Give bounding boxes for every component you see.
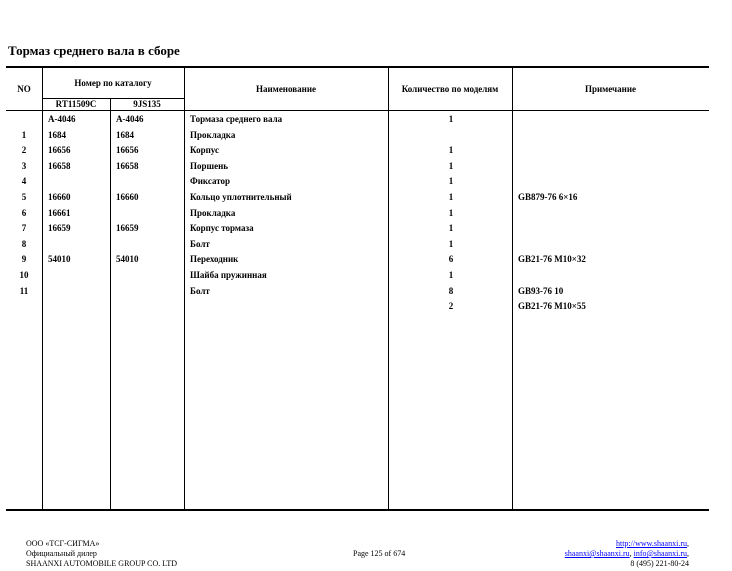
catalog-number-b: 16660 [116, 192, 139, 202]
part-name: Поршень [190, 160, 229, 171]
row-number: 9 [21, 254, 27, 265]
row-number: 1 [21, 129, 27, 140]
footer-right [565, 539, 689, 569]
header-model-b: 9JS135 [133, 99, 161, 109]
part-name: Тормаза среднего вала [190, 114, 283, 124]
table-row [6, 301, 709, 317]
catalog-number-a: 16661 [48, 207, 71, 218]
group-name: SHAANXI AUTOMOBILE GROUP CO. LTD [26, 559, 178, 568]
company-name: ООО «ТСГ-СИГМА» [26, 539, 100, 548]
catalog-number-b: 54010 [116, 254, 139, 265]
quantity: 8 [448, 285, 454, 296]
row-number: 8 [21, 238, 27, 249]
email-suffix: , [687, 549, 689, 558]
divider [6, 110, 709, 111]
row-number: 3 [21, 160, 27, 171]
quantity: 1 [448, 160, 454, 171]
part-name: Переходник [190, 254, 239, 265]
email-link[interactable]: shaanxi@shaanxi.ru [564, 549, 630, 558]
note: GB93-76 10 [518, 285, 564, 296]
table-row [6, 130, 709, 146]
email-separator: , [629, 549, 634, 558]
catalog-number-a: 54010 [48, 254, 71, 265]
part-name: Фиксатор [190, 176, 231, 187]
row-number: 5 [21, 192, 27, 202]
catalog-number-a: 16659 [48, 223, 71, 234]
header-note: Примечание [584, 84, 637, 94]
table-row [6, 114, 709, 130]
header-qty: Количество по моделям [401, 84, 499, 94]
table-row [6, 286, 709, 302]
table-row [6, 254, 709, 270]
row-number: 11 [19, 285, 29, 296]
website-link[interactable]: http://www.shaanxi.ru [615, 539, 687, 548]
catalog-number-b: 1684 [116, 129, 134, 140]
quantity: 1 [448, 238, 454, 249]
row-number: 10 [19, 270, 29, 280]
table-row [6, 270, 709, 286]
note: GB21-76 M10×32 [518, 254, 586, 265]
table-row [6, 145, 709, 161]
part-name: Прокладка [190, 129, 236, 140]
parts-table [6, 66, 709, 511]
table-row [6, 161, 709, 177]
note: GB879-76 6×16 [518, 192, 578, 202]
catalog-number-a: A-4046 [48, 114, 76, 124]
quantity: 1 [448, 176, 454, 187]
header-catalog: Номер по каталогу [74, 78, 152, 88]
part-name: Прокладка [190, 207, 236, 218]
header-no: NO [17, 84, 31, 94]
table-row [6, 208, 709, 224]
catalog-number-a: 16660 [48, 192, 71, 202]
header-model-a: RT11509C [55, 99, 97, 109]
quantity: 1 [448, 207, 454, 218]
table-row [6, 192, 709, 208]
catalog-number-a: 16658 [48, 160, 71, 171]
quantity: 1 [448, 223, 454, 234]
part-name: Болт [190, 285, 210, 296]
phone-number: 8 (495) 221-80-24 [630, 559, 689, 568]
row-number: 6 [21, 207, 27, 218]
table-row [6, 239, 709, 255]
part-name: Шайба пружинная [190, 270, 267, 280]
page-number: Page 125 of 674 [353, 549, 406, 558]
catalog-number-a: 16656 [48, 145, 71, 156]
note: GB21-76 M10×55 [518, 301, 586, 312]
table-row [6, 223, 709, 239]
info-email-link[interactable]: info@shaanxi.ru [633, 549, 687, 558]
row-number: 4 [21, 176, 27, 187]
dealer-label: Официальный дилер [26, 549, 97, 558]
catalog-number-b: 16659 [116, 223, 139, 234]
catalog-number-b: A-4046 [116, 114, 144, 124]
catalog-number-a: 1684 [48, 129, 66, 140]
part-name: Болт [190, 238, 210, 249]
row-number: 2 [21, 145, 27, 156]
header-name: Наименование [256, 84, 316, 94]
catalog-number-b: 16656 [116, 145, 139, 156]
quantity: 1 [448, 192, 454, 202]
quantity: 1 [448, 270, 454, 280]
catalog-number-b: 16658 [116, 160, 139, 171]
quantity: 1 [448, 145, 454, 156]
part-name: Корпус [190, 145, 219, 156]
quantity: 1 [448, 114, 454, 124]
row-number: 7 [21, 223, 27, 234]
table-row [6, 176, 709, 192]
part-name: Кольцо уплотнительный [190, 192, 292, 202]
footer-left [26, 539, 177, 569]
quantity: 6 [448, 254, 454, 265]
url-suffix: , [687, 539, 689, 548]
page-title: Тормаз среднего вала в сборе [8, 43, 180, 58]
quantity: 2 [448, 301, 454, 312]
part-name: Корпус тормаза [190, 223, 254, 234]
